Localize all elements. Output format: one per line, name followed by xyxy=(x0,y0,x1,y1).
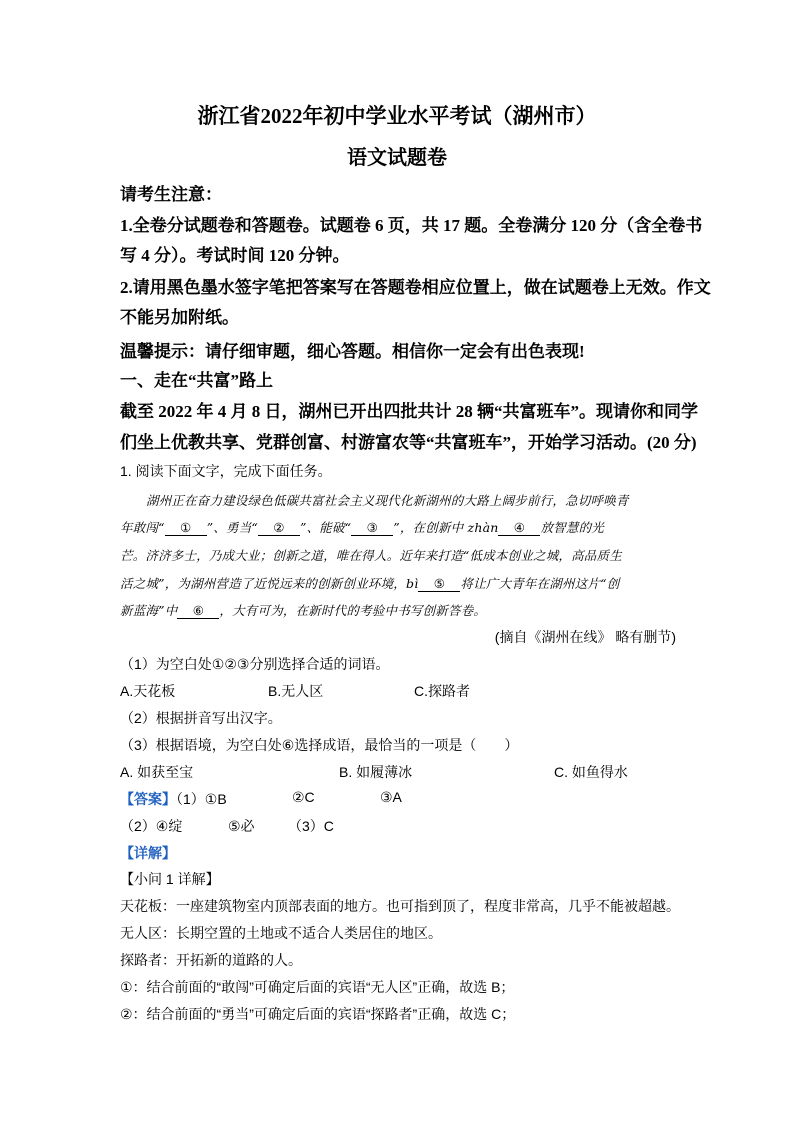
passage-text: 将让广大青年在湖州这片“创 xyxy=(460,576,620,591)
answer-1-3: ③A xyxy=(380,789,402,805)
notice-item-2-line-2: 不能另加附纸。 xyxy=(120,308,239,327)
passage-text: 年敢闯“ xyxy=(120,520,165,535)
option-a: A.天花板 xyxy=(120,683,176,699)
answer-2-5: ⑤必 xyxy=(228,818,255,834)
answer-label: 【答案】 xyxy=(120,791,176,807)
notice-heading: 请考生注意： xyxy=(120,185,222,204)
analysis-label: 【详解】 xyxy=(120,845,176,861)
passage-text: 新蓝海”中 xyxy=(120,603,178,618)
passage-text: 活之城”，为湖州营造了近悦远来的创新创业环境，bì xyxy=(120,576,419,591)
question-1-stem: 1. 阅读下面文字，完成下面任务。 xyxy=(120,463,332,479)
analysis-line: 天花板：一座建筑物室内顶部表面的地方。也可指到顶了，程度非常高，几乎不能被超越。 xyxy=(120,898,680,914)
passage-line-1: 湖州正在奋力建设绿色低碳共富社会主义现代化新湖州的大路上阔步前行，急切呼唤青 xyxy=(146,493,629,508)
passage-text: ”、勇当“ xyxy=(206,520,258,535)
blank-5: ⑤ xyxy=(418,576,460,592)
passage-text: ，大有可为，在新时代的考验中书写创新答卷。 xyxy=(219,603,487,618)
option-b: B.无人区 xyxy=(268,683,324,699)
passage-line-3: 芒。济济多士，乃成大业；创新之道，唯在得人。近年来打造“低成本创业之城，高品质生 xyxy=(120,548,622,563)
warm-tip: 温馨提示：请仔细审题，细心答题。相信你一定会有出色表现! xyxy=(120,342,585,361)
option-c: C.探路者 xyxy=(414,683,470,699)
blank-1: ① xyxy=(165,520,207,536)
blank-6: ⑥ xyxy=(177,603,219,619)
passage-line-2 xyxy=(120,518,604,536)
passage-text: 放智慧的光 xyxy=(540,520,604,535)
sub-question-1: （1）为空白处①②③分别选择合适的词语。 xyxy=(120,656,390,672)
passage-source: (摘自《湖州在线》 略有删节) xyxy=(494,629,676,645)
section-1-intro-line-1: 截至 2022 年 4 月 8 日，湖州已开出四批共计 28 辆“共富班车”。现请你和同学 xyxy=(120,402,698,421)
option-b: B. 如履薄冰 xyxy=(339,764,413,780)
sub-question-2: （2）根据拼音写出汉字。 xyxy=(120,710,282,726)
blank-3: ③ xyxy=(351,520,393,536)
answer-1-1: （1）①B xyxy=(176,791,227,807)
answer-3: （3）C xyxy=(288,818,334,834)
blank-4: ④ xyxy=(498,520,540,536)
passage-line-5 xyxy=(120,601,486,619)
blank-2: ② xyxy=(258,520,300,536)
sub-analysis-label: 【小问 1 详解】 xyxy=(120,871,220,887)
sub-question-3: （3）根据语境，为空白处⑥选择成语，最恰当的一项是（ ） xyxy=(120,737,519,753)
notice-item-1-line-1: 1.全卷分试题卷和答题卷。试题卷 6 页，共 17 题。全卷满分 120 分（含全卷书 xyxy=(120,216,703,235)
option-a: A. 如获至宝 xyxy=(120,764,194,780)
analysis-line: ②：结合前面的“勇当”可确定后面的宾语“探路者”正确，故选 C； xyxy=(120,1006,516,1022)
analysis-line: 探路者：开拓新的道路的人。 xyxy=(120,952,302,968)
answer-1-2: ②C xyxy=(292,789,315,805)
passage-text: ”，在创新中 zhàn xyxy=(393,520,499,535)
answer-line-1 xyxy=(120,789,227,809)
passage-line-4 xyxy=(120,574,619,592)
exam-subtitle: 语文试题卷 xyxy=(347,147,447,169)
analysis-line: ①：结合前面的“敢闯”可确定后面的宾语“无人区”正确，故选 B； xyxy=(120,979,515,995)
section-1-intro-line-2: 们坐上优教共享、党群创富、村游富农等“共富班车”，开始学习活动。(20 分) xyxy=(120,433,697,452)
section-1-heading: 一、走在“共富”路上 xyxy=(120,371,273,390)
exam-title: 浙江省2022年初中学业水平考试（湖州市） xyxy=(197,104,597,128)
notice-item-2-line-1: 2.请用黑色墨水签字笔把答案写在答题卷相应位置上，做在试题卷上无效。作文 xyxy=(120,278,711,297)
analysis-line: 无人区：长期空置的土地或不适合人类居住的地区。 xyxy=(120,925,442,941)
option-c: C. 如鱼得水 xyxy=(554,764,628,780)
passage-text: ”、能破“ xyxy=(299,520,352,535)
answer-2: （2）④绽 xyxy=(120,818,183,834)
notice-item-1-line-2: 写 4 分）。考试时间 120 分钟。 xyxy=(120,246,350,265)
